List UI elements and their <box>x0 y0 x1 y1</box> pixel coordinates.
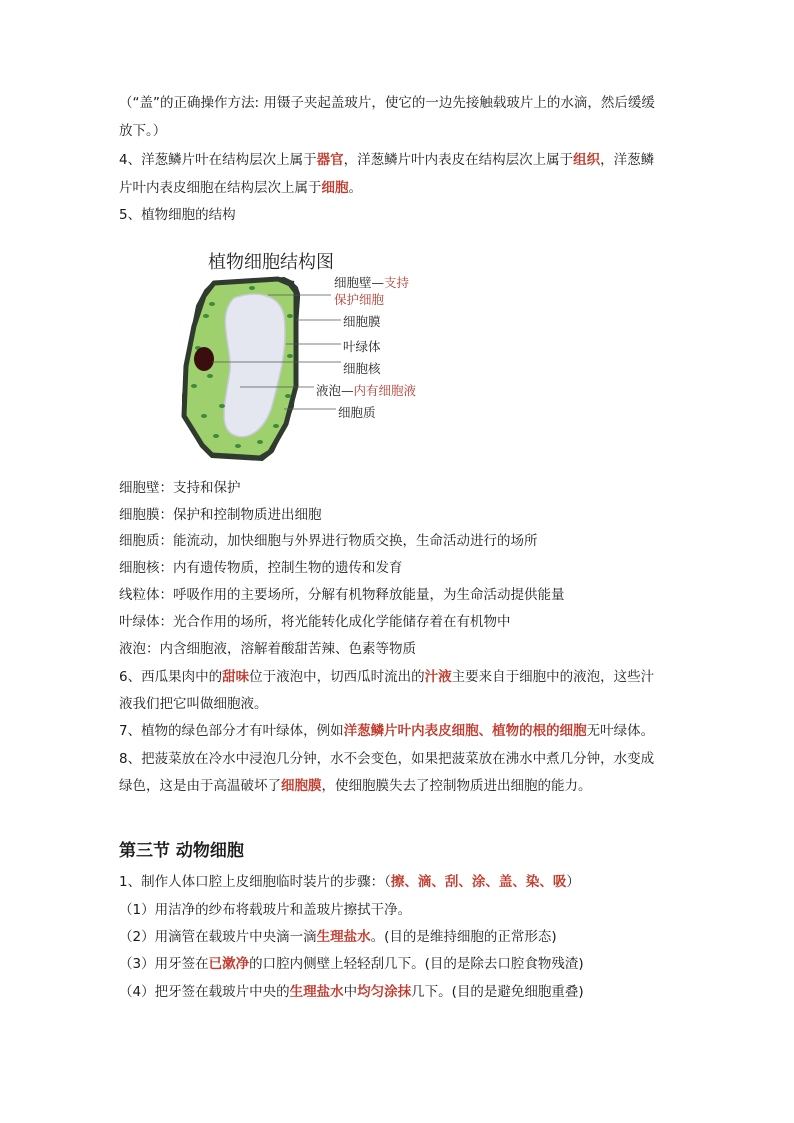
plant-cell-svg <box>176 246 436 468</box>
highlight-text: 已漱净 <box>208 956 250 972</box>
highlight-text: 汁液 <box>424 669 452 685</box>
text-line <box>119 955 584 973</box>
text-line <box>119 122 166 140</box>
text-line <box>119 928 557 946</box>
body-text: 无叶绿体。 <box>586 723 655 739</box>
diagram-title: 植物细胞结构图 <box>208 252 334 273</box>
body-text: 8、把菠菜放在冷水中浸泡几分钟，水不会变色，如果把菠菜放在沸水中煮几分钟，水变成 <box>119 751 655 767</box>
body-text: ，洋葱鳞 <box>600 152 655 168</box>
body-text: 放下。） <box>119 123 167 139</box>
text-line <box>119 179 362 197</box>
label-nucleus: 细胞核 <box>343 361 381 376</box>
label-cell-wall: 细胞壁—支持 <box>334 275 410 290</box>
text-line <box>119 506 322 524</box>
label-vacuole: 液泡—内有细胞液 <box>316 383 417 398</box>
section-heading: 第三节 动物细胞 <box>119 841 244 861</box>
highlight-text: 细胞 <box>321 180 349 196</box>
body-text: 绿色，这是由于高温破坏了 <box>119 778 281 794</box>
text-line <box>119 206 236 224</box>
text-line <box>119 777 592 795</box>
highlight-text: 擦、滴、刮、涂、盖、染、吸 <box>390 874 567 890</box>
plant-cell-diagram <box>176 246 436 468</box>
label-chloroplast: 叶绿体 <box>343 339 381 354</box>
body-text: 液泡：内含细胞液，溶解着酸甜苦辣、色素等物质 <box>119 641 416 657</box>
body-text: 5、植物细胞的结构 <box>119 207 236 223</box>
text-line <box>119 94 655 112</box>
nucleus-shape <box>194 347 214 371</box>
text-line <box>119 151 654 169</box>
body-text: （3）用牙签在 <box>119 956 209 972</box>
body-text: 中 <box>343 984 358 1000</box>
highlight-text: 生理盐水 <box>316 929 371 945</box>
label-cell-wall-func: 保护细胞 <box>334 292 385 307</box>
body-text: （“盖”的正确操作方法: 用镊子夹起盖玻片，使它的一边先接触载玻片上的水滴，然后缓缓 <box>119 95 655 111</box>
body-text: 液我们把它叫做细胞液。 <box>119 696 268 712</box>
body-text: ） <box>566 874 580 890</box>
body-text: 位于液泡中，切西瓜时流出的 <box>249 669 425 685</box>
text-line <box>119 532 538 550</box>
body-text: 。 <box>348 180 362 196</box>
text-line <box>119 479 241 497</box>
text-line <box>119 750 654 768</box>
highlight-text: 器官 <box>316 152 344 168</box>
body-text: 几下。(目的是避免细胞重叠) <box>411 984 584 1000</box>
text-line <box>119 586 565 604</box>
body-text: （1）用洁净的纱布将载玻片和盖玻片擦拭干净。 <box>119 902 412 918</box>
highlight-text: 细胞膜 <box>281 778 322 794</box>
body-text: 4、洋葱鳞片叶在结构层次上属于 <box>119 152 317 168</box>
highlight-text: 甜味 <box>222 669 250 685</box>
label-membrane: 细胞膜 <box>343 314 381 329</box>
body-text: 细胞核：内有遗传物质，控制生物的遗传和发育 <box>119 560 403 576</box>
text-line <box>119 559 403 577</box>
body-text: 。(目的是维持细胞的正常形态) <box>370 929 557 945</box>
text-line <box>119 722 654 740</box>
body-text: 7、植物的绿色部分才有叶绿体，例如 <box>119 723 344 739</box>
body-text: 主要来自于细胞中的液泡，这些汁 <box>451 669 655 685</box>
body-text: （4）把牙签在载玻片中央的 <box>119 984 290 1000</box>
body-text: 6、西瓜果肉中的 <box>119 669 223 685</box>
text-line <box>119 613 511 631</box>
body-text: 1、制作人体口腔上皮细胞临时装片的步骤：（ <box>119 874 391 890</box>
highlight-text: 生理盐水 <box>289 984 344 1000</box>
body-text: 片叶内表皮细胞在结构层次上属于 <box>119 180 322 196</box>
body-text: ，洋葱鳞片叶内表皮在结构层次上属于 <box>343 152 574 168</box>
text-line <box>119 695 268 713</box>
text-line <box>119 901 411 919</box>
body-text: 的口腔内侧壁上轻轻刮几下。(目的是除去口腔食物残渣) <box>249 956 584 972</box>
highlight-text: 组织 <box>573 152 601 168</box>
body-text: 线粒体：呼吸作用的主要场所，分解有机物释放能量，为生命活动提供能量 <box>119 587 565 603</box>
body-text: 细胞膜：保护和控制物质进出细胞 <box>119 507 322 523</box>
body-text: 细胞壁：支持和保护 <box>119 480 241 496</box>
label-cytoplasm: 细胞质 <box>338 405 376 420</box>
body-text: 叶绿体：光合作用的场所，将光能转化成化学能储存着在有机物中 <box>119 614 511 630</box>
text-line <box>119 640 416 658</box>
body-text: 细胞质：能流动，加快细胞与外界进行物质交换，生命活动进行的场所 <box>119 533 538 549</box>
body-text: （2）用滴管在载玻片中央滴一滴 <box>119 929 317 945</box>
text-line <box>119 983 584 1001</box>
text-line <box>119 873 580 891</box>
highlight-text: 洋葱鳞片叶内表皮细胞、植物的根的细胞 <box>343 723 587 739</box>
text-line <box>119 668 654 686</box>
body-text: ，使细胞膜失去了控制物质进出细胞的能力。 <box>321 778 592 794</box>
highlight-text: 均匀涂抹 <box>357 984 412 1000</box>
